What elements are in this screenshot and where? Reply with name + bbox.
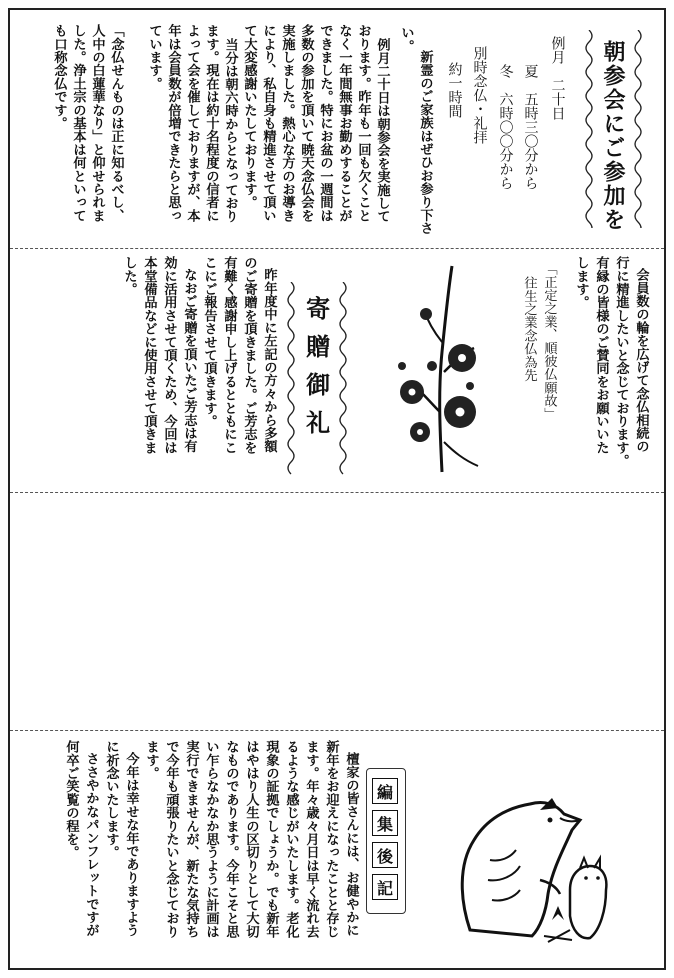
body-line: ています。 — [146, 24, 162, 90]
editor-line: 何卒ご笑覧の程を。 — [63, 740, 79, 859]
editor-line: ます。 — [143, 740, 159, 780]
editor-line: 実行できませんが、新たな気持ち — [183, 740, 199, 938]
editor-line: 今年は幸せな年でありますよう — [123, 752, 139, 937]
donation-line: 本堂備品などに使用させて頂きま — [141, 256, 157, 454]
donation-wave-left — [284, 282, 298, 482]
body-line: により、私自身も精進させて頂い — [260, 24, 276, 222]
divider-middle — [10, 492, 664, 493]
title-wave-right — [631, 30, 645, 228]
donation-wave-right — [336, 282, 350, 482]
body-line: ます。現在は約十名程度の信者に — [203, 24, 219, 222]
body-line: て大変感謝いたしております。 — [241, 24, 257, 209]
donation-line: 昨年度中に左記の方々から多額 — [261, 268, 277, 453]
membership-line: します。 — [573, 256, 589, 309]
membership-line: 有縁の皆様のご賛同をお願いいた — [593, 256, 609, 454]
morning-service-title: 朝参会にご参加を — [600, 40, 627, 232]
donation-line: こにご報告させて頂きます。 — [201, 256, 217, 428]
body-line: 実施しました。熱心な方のお導き — [279, 24, 295, 222]
editor-line: い乍らなかなか思うように計画は — [203, 740, 219, 938]
notice-line-2: い。 — [398, 26, 414, 53]
body-line: 人中の白蓮華なり」と仰せられま — [89, 24, 105, 222]
body-line: 「念仏せんものは正に知るべし、 — [108, 24, 124, 222]
body-line: 例月二十日は朝参会を実施して — [374, 38, 390, 223]
donation-line: なおご寄贈を頂いたご芳志は有 — [181, 268, 197, 453]
editor-line: に祈念いたします。 — [103, 740, 119, 859]
editor-title-char-3: 後 — [372, 842, 398, 868]
notice-line-1: 新霊のご家族はぜひお参り下さ — [417, 50, 433, 235]
quote-line-2: 往生之業念仏為先 — [521, 276, 537, 382]
quote-line-1: 「正定之業、順彼仏願故」 — [541, 262, 557, 421]
editor-title-char-4: 記 — [372, 874, 398, 900]
divider-bottom — [10, 730, 664, 731]
donation-line: した。 — [121, 256, 137, 296]
donation-line: のご寄贈を頂きました。ご芳志を — [241, 256, 257, 454]
body-line: 当分は朝六時からとなっており — [222, 38, 238, 223]
schedule-line-2: 夏 五時三〇分から — [522, 64, 539, 190]
donation-title: 寄贈御礼 — [301, 296, 331, 448]
body-line: おります。昨年も一回も欠くこと — [355, 24, 371, 222]
editor-title-frame — [366, 768, 406, 914]
schedule-line-5: 約一時間 — [446, 62, 463, 118]
donation-line: 有難く感謝申し上げるとともにこ — [221, 256, 237, 454]
body-line: なく一年間無事お勤めすることが — [336, 24, 352, 222]
donation-line: 効に活用させて頂くため、今回は — [161, 256, 177, 454]
title-wave-left — [582, 30, 596, 228]
editor-line: 現象の証拠でしょうか。でも新年 — [263, 740, 279, 938]
editor-line: 新年をお迎えになったことと存じ — [323, 740, 339, 938]
schedule-line-4: 別時念仏・礼拝 — [471, 46, 488, 144]
membership-line: 会員数の輪を広げて念仏相続の — [633, 268, 649, 453]
schedule-line-1: 例月 二十日 — [549, 36, 566, 120]
editor-line: 檀家の皆さんには、お健やかに — [343, 752, 359, 937]
editor-line: なものであります。今年こそと思 — [223, 740, 239, 938]
body-line: した。浄土宗の基本は何といって — [70, 24, 86, 222]
editor-line: ます。年々歳々月日は早く流れ去 — [303, 740, 319, 938]
body-line: できました。特にお盆の一週間は — [317, 24, 333, 222]
body-line: よって会を催しておりますが、本 — [184, 24, 200, 222]
editor-line: ささやかなパンフレットですが — [83, 752, 99, 937]
body-line: 年は会員数が倍増できたらと思っ — [165, 24, 181, 222]
wild-boars-illustration — [440, 770, 620, 950]
schedule-line-3: 冬 六時〇〇分から — [497, 64, 514, 190]
editor-title-char-2: 集 — [372, 810, 398, 836]
body-line: 多数の参加を頂いて暁天念仏会を — [298, 24, 314, 222]
editor-line: はやはり人生の区切りとして大切 — [243, 740, 259, 938]
editor-line: で今年も頑張りたいと念じており — [163, 740, 179, 938]
membership-line: 行に精進したいと念じております。 — [613, 256, 629, 468]
divider-top — [10, 248, 664, 249]
editor-title-char-1: 編 — [372, 778, 398, 804]
plum-blossom-illustration — [382, 262, 492, 482]
editor-line: るような感じがいたします。老化 — [283, 740, 299, 938]
body-line: も口称念仏です。 — [51, 24, 67, 130]
